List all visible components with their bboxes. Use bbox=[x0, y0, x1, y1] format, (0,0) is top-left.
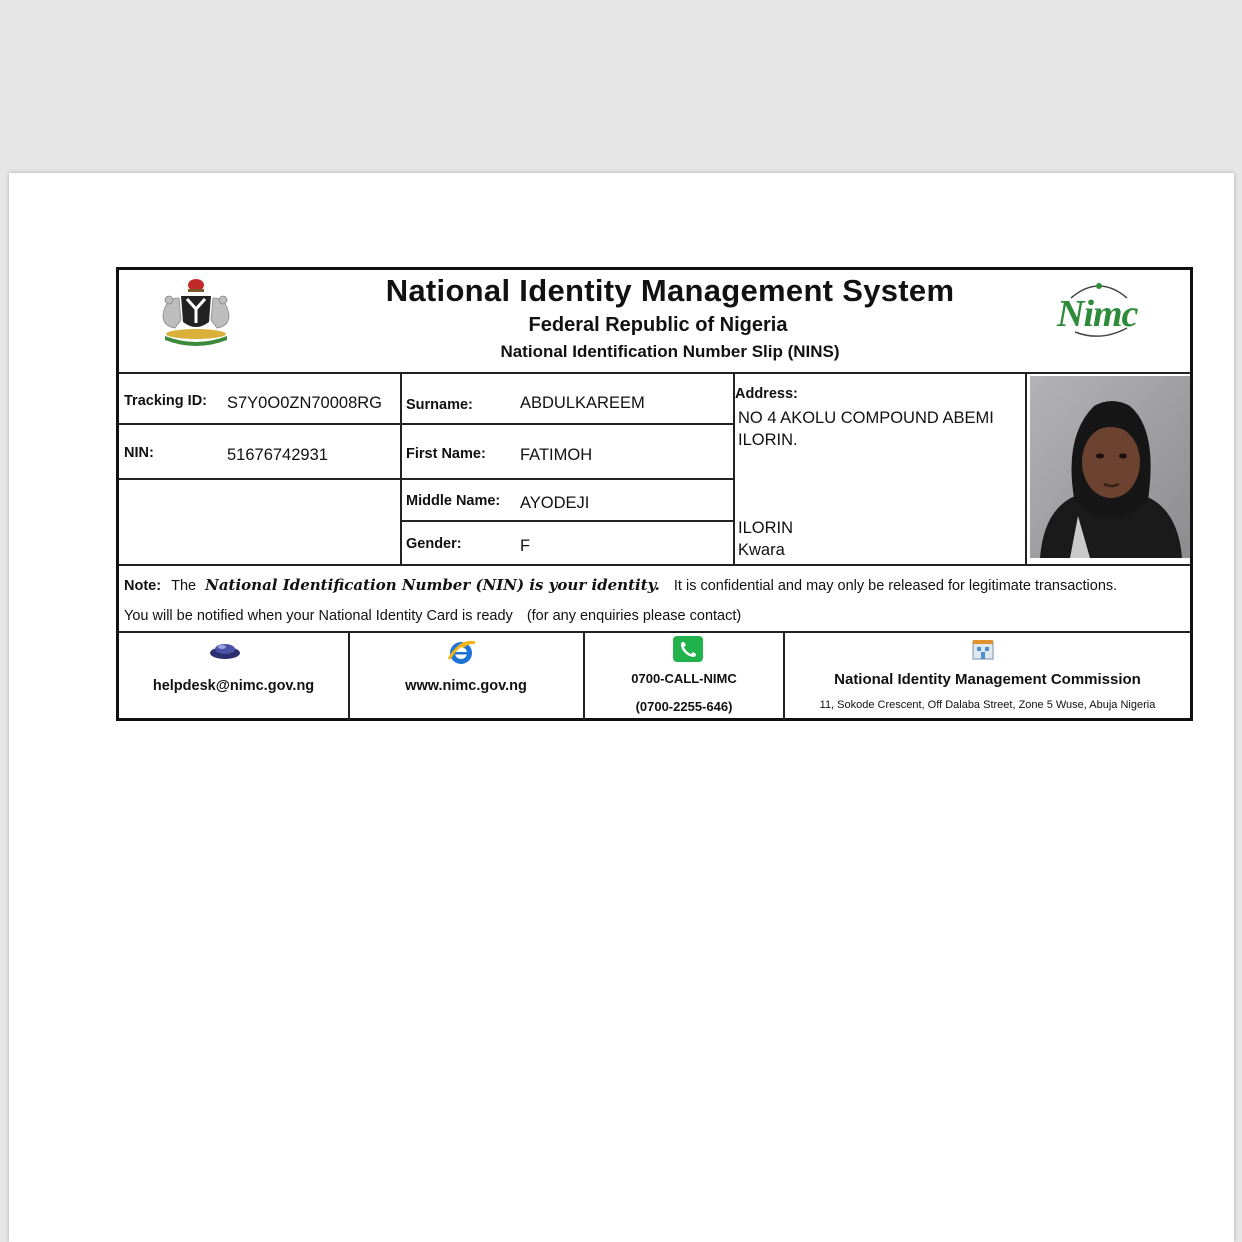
surname-label: Surname: bbox=[406, 397, 473, 413]
divider-v3 bbox=[1025, 373, 1027, 564]
address-line2: ILORIN. bbox=[738, 431, 798, 449]
surname-value: ABDULKAREEM bbox=[520, 394, 645, 412]
note-rest: It is confidential and may only be released for legitimate transactions. bbox=[673, 578, 1118, 594]
address-state: Kwara bbox=[738, 541, 785, 559]
address-line1: NO 4 AKOLU COMPOUND ABEMI bbox=[738, 409, 994, 427]
note-label: Note: bbox=[124, 578, 162, 594]
subtitle: Federal Republic of Nigeria bbox=[528, 314, 788, 336]
phone-number-digits: (0700-2255-646) bbox=[635, 699, 733, 714]
note-line2b: (for any enquiries please contact) bbox=[526, 608, 742, 624]
divider-h-left2 bbox=[119, 478, 401, 480]
portrait-photo bbox=[1030, 376, 1190, 558]
gender-value: F bbox=[520, 537, 531, 555]
nimc-logo-text: Nimc bbox=[1057, 293, 1138, 335]
nin-label: NIN: bbox=[124, 445, 154, 461]
phone-icon bbox=[673, 636, 703, 662]
page-title: National Identity Management System bbox=[385, 273, 955, 308]
address-label: Address: bbox=[735, 386, 798, 402]
note-divider bbox=[119, 564, 1190, 566]
note-line2 bbox=[124, 608, 741, 624]
divider-h-mid2 bbox=[400, 478, 735, 480]
footer-v1 bbox=[348, 632, 350, 720]
tracking-id-label: Tracking ID: bbox=[124, 393, 207, 409]
email-link[interactable]: helpdesk@nimc.gov.ng bbox=[152, 678, 315, 694]
phone-number-text: 0700-CALL-NIMC bbox=[631, 671, 737, 686]
organization-name: National Identity Management Commission bbox=[834, 671, 1141, 688]
divider-v1 bbox=[400, 373, 402, 564]
divider-h-left1 bbox=[119, 423, 401, 425]
address-city: ILORIN bbox=[738, 519, 794, 537]
header-divider bbox=[119, 372, 1190, 374]
nimc-logo bbox=[1049, 278, 1149, 340]
first-name-value: FATIMOH bbox=[520, 446, 593, 464]
note-line2a: You will be notified when your National Identity Card is ready bbox=[124, 608, 513, 624]
middle-name-value: AYODEJI bbox=[520, 494, 590, 512]
website-link[interactable]: www.nimc.gov.ng bbox=[405, 678, 527, 694]
gender-label: Gender: bbox=[406, 536, 462, 552]
divider-h-mid1 bbox=[400, 423, 735, 425]
browser-icon bbox=[446, 637, 476, 667]
note-emphasis: National Identification Number (NIN) is your identity. bbox=[205, 576, 660, 594]
note-the: The bbox=[171, 578, 197, 594]
first-name-label: First Name: bbox=[406, 446, 486, 462]
nin-value: 51676742931 bbox=[227, 446, 328, 464]
footer-divider bbox=[119, 631, 1190, 633]
coat-of-arms bbox=[151, 276, 241, 346]
email-icon bbox=[208, 641, 242, 661]
note-line1 bbox=[124, 576, 1117, 594]
nin-slip bbox=[116, 267, 1193, 721]
slip-title: National Identification Number Slip (NINS) bbox=[500, 342, 840, 361]
middle-name-label: Middle Name: bbox=[406, 493, 501, 509]
divider-h-mid3 bbox=[400, 520, 735, 522]
tracking-id-value: S7Y0O0ZN70008RG bbox=[227, 394, 383, 412]
building-icon bbox=[971, 638, 995, 660]
organization-address: 11, Sokode Crescent, Off Dalaba Street, Zone 5 Wuse, Abuja Nigeria bbox=[819, 699, 1156, 711]
